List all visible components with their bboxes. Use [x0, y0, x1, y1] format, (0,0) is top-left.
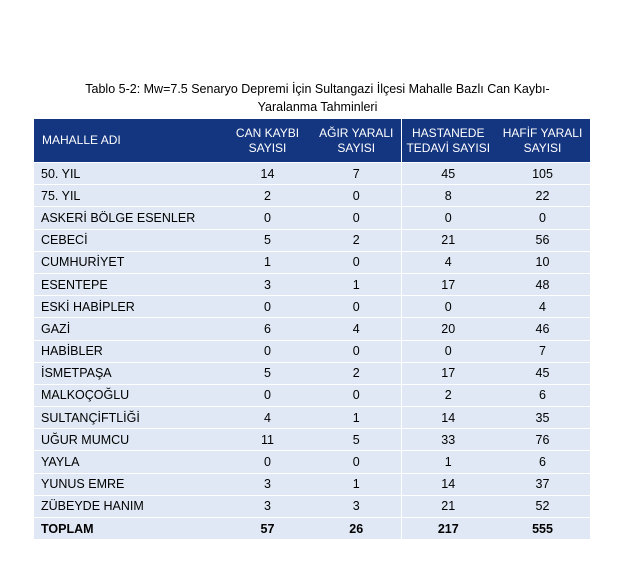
table-row [34, 185, 590, 207]
can-kaybi-value: 14 [223, 163, 312, 185]
table-row [34, 362, 590, 384]
table-row [34, 495, 590, 517]
agir-yarali-value: 7 [312, 163, 401, 185]
table-row [34, 251, 590, 273]
hafif-yarali-value: 7 [495, 340, 590, 362]
agir-yarali-value: 0 [312, 207, 401, 229]
hafif-yarali-value: 35 [495, 407, 590, 429]
casualty-table [34, 119, 590, 539]
table-row [34, 451, 590, 473]
agir-yarali-value: 1 [312, 407, 401, 429]
hastanede-tedavi-value: 14 [401, 473, 495, 495]
hastanede-tedavi-value: 21 [401, 495, 495, 517]
can-kaybi-value: 4 [223, 407, 312, 429]
hastanede-tedavi-value: 21 [401, 229, 495, 251]
hastanede-tedavi-value: 14 [401, 407, 495, 429]
can-kaybi-value: 6 [223, 318, 312, 340]
table-row [34, 384, 590, 406]
mahalle-name: UĞUR MUMCU [34, 429, 223, 451]
agir-yarali-value: 0 [312, 384, 401, 406]
header-can-kaybi: CAN KAYBI SAYISI [223, 119, 312, 163]
hastanede-tedavi-value: 0 [401, 207, 495, 229]
table-row [34, 473, 590, 495]
table-row [34, 318, 590, 340]
hafif-yarali-value: 22 [495, 185, 590, 207]
agir-yarali-value: 0 [312, 451, 401, 473]
mahalle-name: SULTANÇİFTLİĞİ [34, 407, 223, 429]
agir-yarali-value: 4 [312, 318, 401, 340]
agir-yarali-value: 2 [312, 229, 401, 251]
hafif-yarali-value: 6 [495, 451, 590, 473]
hafif-yarali-value: 0 [495, 207, 590, 229]
caption-line-1: Tablo 5-2: Mw=7.5 Senaryo Depremi İçin Sultangazi İlçesi Mahalle Bazlı Can Kaybı- [85, 82, 550, 96]
mahalle-name: CEBECİ [34, 229, 223, 251]
mahalle-name: CUMHURİYET [34, 251, 223, 273]
total-row [34, 518, 590, 540]
header-hafif-yarali: HAFİF YARALI SAYISI [495, 119, 590, 163]
caption-line-2: Yaralanma Tahminleri [257, 100, 378, 114]
table-header [34, 119, 590, 163]
can-kaybi-value: 0 [223, 296, 312, 318]
table-row [34, 296, 590, 318]
mahalle-name: ZÜBEYDE HANIM [34, 495, 223, 517]
can-kaybi-value: 3 [223, 495, 312, 517]
hastanede-tedavi-value: 17 [401, 273, 495, 295]
mahalle-name: YAYLA [34, 451, 223, 473]
table-row [34, 429, 590, 451]
hafif-yarali-value: 76 [495, 429, 590, 451]
table-row [34, 407, 590, 429]
can-kaybi-value: 0 [223, 207, 312, 229]
hastanede-tedavi-value: 0 [401, 296, 495, 318]
agir-yarali-value: 0 [312, 185, 401, 207]
hastanede-tedavi-value: 45 [401, 163, 495, 185]
mahalle-name: ESENTEPE [34, 273, 223, 295]
mahalle-name: HABİBLER [34, 340, 223, 362]
table-row [34, 273, 590, 295]
hafif-yarali-value: 105 [495, 163, 590, 185]
hastanede-tedavi-value: 217 [401, 518, 495, 540]
hastanede-tedavi-value: 8 [401, 185, 495, 207]
table-row [34, 229, 590, 251]
agir-yarali-value: 1 [312, 273, 401, 295]
mahalle-name: İSMETPAŞA [34, 362, 223, 384]
agir-yarali-value: 0 [312, 251, 401, 273]
agir-yarali-value: 3 [312, 495, 401, 517]
agir-yarali-value: 26 [312, 518, 401, 540]
hastanede-tedavi-value: 17 [401, 362, 495, 384]
mahalle-name: ASKERİ BÖLGE ESENLER [34, 207, 223, 229]
table-row [34, 340, 590, 362]
mahalle-name: 75. YIL [34, 185, 223, 207]
agir-yarali-value: 0 [312, 340, 401, 362]
can-kaybi-value: 3 [223, 473, 312, 495]
hafif-yarali-value: 555 [495, 518, 590, 540]
table-row [34, 163, 590, 185]
hafif-yarali-value: 6 [495, 384, 590, 406]
hafif-yarali-value: 46 [495, 318, 590, 340]
can-kaybi-value: 2 [223, 185, 312, 207]
hastanede-tedavi-value: 20 [401, 318, 495, 340]
total-label: TOPLAM [34, 518, 223, 540]
table-row [34, 207, 590, 229]
can-kaybi-value: 5 [223, 362, 312, 384]
header-agir-yarali: AĞIR YARALI SAYISI [312, 119, 401, 163]
can-kaybi-value: 0 [223, 384, 312, 406]
can-kaybi-value: 3 [223, 273, 312, 295]
header-mahalle-adi: MAHALLE ADI [34, 119, 223, 163]
can-kaybi-value: 1 [223, 251, 312, 273]
mahalle-name: ESKİ HABİPLER [34, 296, 223, 318]
hafif-yarali-value: 10 [495, 251, 590, 273]
hastanede-tedavi-value: 1 [401, 451, 495, 473]
hafif-yarali-value: 48 [495, 273, 590, 295]
mahalle-name: YUNUS EMRE [34, 473, 223, 495]
hafif-yarali-value: 56 [495, 229, 590, 251]
header-hastanede-tedavi: HASTANEDE TEDAVİ SAYISI [401, 119, 495, 163]
hafif-yarali-value: 45 [495, 362, 590, 384]
hafif-yarali-value: 4 [495, 296, 590, 318]
hastanede-tedavi-value: 2 [401, 384, 495, 406]
agir-yarali-value: 1 [312, 473, 401, 495]
hafif-yarali-value: 37 [495, 473, 590, 495]
mahalle-name: MALKOÇOĞLU [34, 384, 223, 406]
table-body [34, 163, 590, 540]
mahalle-name: 50. YIL [34, 163, 223, 185]
can-kaybi-value: 0 [223, 340, 312, 362]
hastanede-tedavi-value: 4 [401, 251, 495, 273]
agir-yarali-value: 5 [312, 429, 401, 451]
hastanede-tedavi-value: 33 [401, 429, 495, 451]
can-kaybi-value: 57 [223, 518, 312, 540]
hastanede-tedavi-value: 0 [401, 340, 495, 362]
hafif-yarali-value: 52 [495, 495, 590, 517]
can-kaybi-value: 11 [223, 429, 312, 451]
agir-yarali-value: 2 [312, 362, 401, 384]
agir-yarali-value: 0 [312, 296, 401, 318]
mahalle-name: GAZİ [34, 318, 223, 340]
can-kaybi-value: 0 [223, 451, 312, 473]
can-kaybi-value: 5 [223, 229, 312, 251]
table-caption [40, 80, 595, 116]
